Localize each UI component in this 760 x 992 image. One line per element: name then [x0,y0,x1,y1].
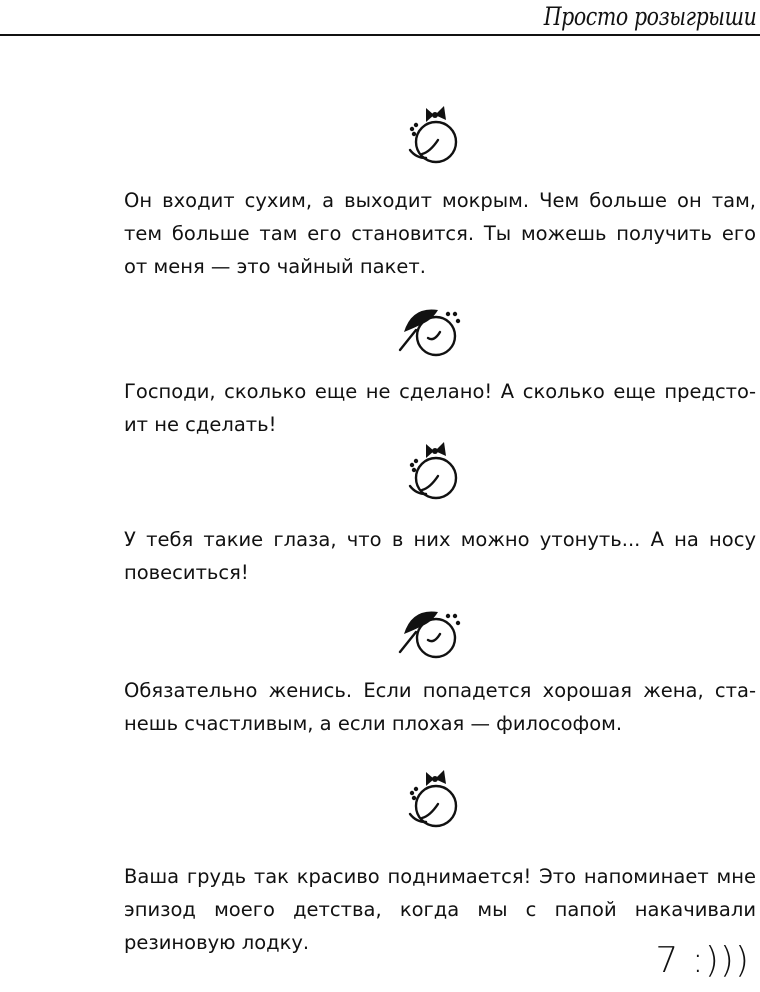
alarm-clock-with-bow-icon [392,764,472,828]
joke-text: Господи, сколько еще не сделано! А сколько еще предсто-ит не сделать! [124,380,756,436]
alarm-clock-with-bow-icon [392,100,472,164]
page-number: 7 :))) [655,940,750,981]
alarm-clock-with-cap-icon [392,296,472,360]
joke-text: Ваша грудь так красиво поднимается! Это напоминает мне эпизод моего детства, когда мы с папой накачивали резиновую лодку. [124,865,756,954]
joke-text: Обязательно женись. Если попадется хорошая жена, ста-нешь счастливым, а если плохая — философом. [124,679,756,735]
header-rule [0,34,760,36]
alarm-clock-with-bow-icon [392,436,472,500]
alarm-clock-with-cap-icon [392,598,472,662]
running-head-title: Просто розыгрыши [543,2,756,31]
running-head [0,0,760,38]
joke-text: У тебя такие глаза, что в них можно утонуть... А на носу повеситься! [124,528,756,584]
joke-text: Он входит сухим, а выходит мокрым. Чем больше он там, тем больше там его становится. Ты можешь получить его от меня — это чайный пакет. [124,189,756,278]
